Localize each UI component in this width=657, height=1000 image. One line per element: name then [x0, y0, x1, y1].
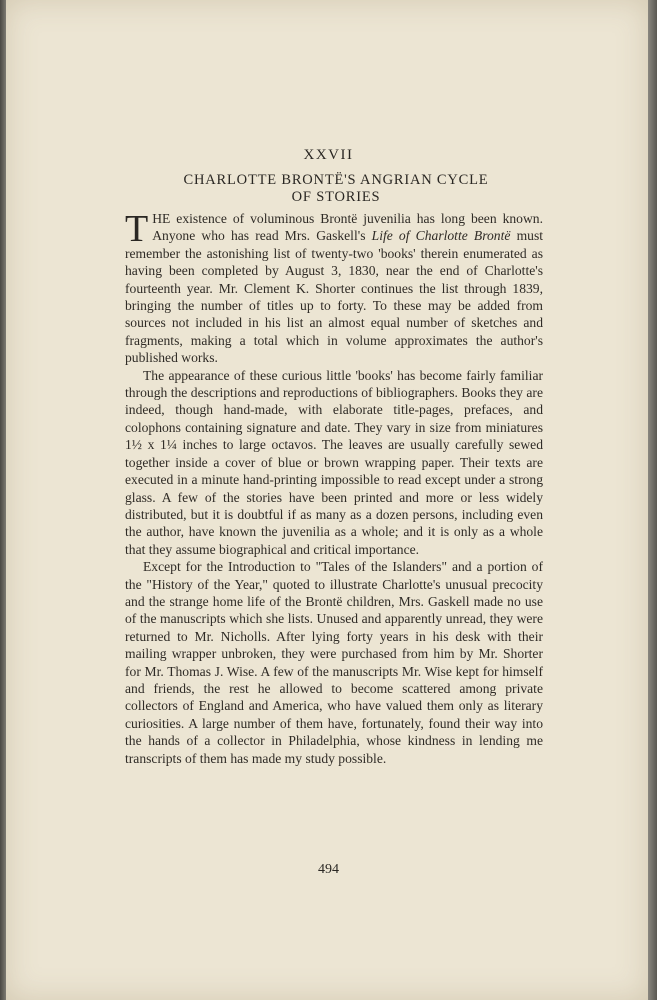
body-text [125, 210, 543, 767]
paragraph-1-text-b: must remember the astonishing list of twenty-two 'books' therein enumerated as having been completed by August 3, 1830, near the end of Charlotte's fourteenth year. Mr. Clement K. Shorter continues the list through 1839, bringing the number of titles up to forty. To these may be added from sources not included in his list an almost equal number of sketches and fragments, making a total which in volume approximates the author's published works. [125, 228, 544, 366]
page-number: 494 [318, 862, 339, 877]
paragraph-1-text-a: HE existence of voluminous Brontë juvenilia has long been known. Anyone who has read Mrs. Gaskell's [152, 211, 543, 244]
chapter-title-line-2: OF STORIES [291, 189, 381, 205]
book-title-italic: Life of Charlotte Brontë [371, 228, 511, 244]
paragraph-2: The appearance of these curious little 'books' has become fairly familiar through the descriptions and reproductions of bibliographers. Books they are indeed, though hand-made, with elaborate title-pages, prefaces, and colophons containing signature and date. They vary in size from miniatures 1½ x 1¼ inches to large octavos. The leaves are usually carefully sewed together inside a cover of blue or brown wrapping paper. Their texts are executed in a minute hand-printing impossible to read except under a strong glass. A few of the stories have been printed and more or less widely distributed, but it is doubtful if as many as a dozen persons, including even the author, have known the juvenilia as a whole; and it is only as a whole that they assume biographical and critical importance. [125, 367, 543, 557]
paragraph-3: Except for the Introduction to "Tales of the Islanders" and a portion of the "History of the Year," quoted to illustrate Charlotte's unusual precocity and the strange home life of the Brontë children, Mrs. Gaskell made no use of the manuscripts which she lists. Unused and apparently unread, they were returned to Mr. Nicholls. After lying forty years in his desk with their mailing wrapper unbroken, they were purchased from him by Mr. Shorter for Mr. Thomas J. Wise. A few of the manuscripts Mr. Wise kept for himself and friends, the rest he allowed to become scattered among private collectors of England and America, who have valued them only as literary curiosities. A large number of them have, fortunately, found their way into the hands of a collector in Philadelphia, whose kindness in lending me transcripts of them has made my study possible. [125, 559, 543, 766]
paragraph-1 [125, 210, 543, 367]
chapter-title-line-1: CHARLOTTE BRONTË'S ANGRIAN CYCLE [183, 172, 489, 188]
chapter-title [0, 172, 657, 206]
chapter-number: XXVII [303, 147, 354, 163]
drop-cap: T [125, 208, 149, 250]
